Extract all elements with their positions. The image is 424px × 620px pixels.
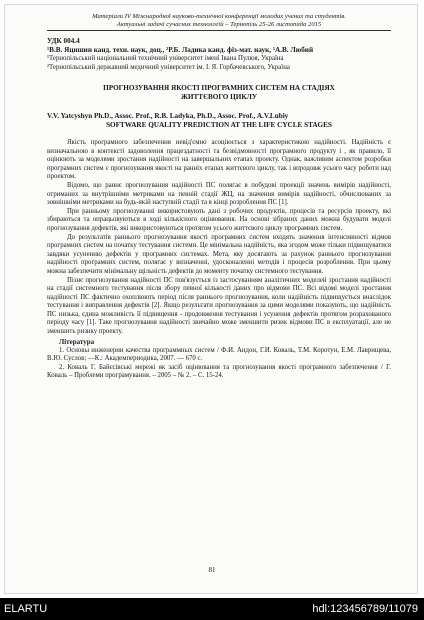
- page-number: 81: [208, 566, 216, 574]
- affiliation-2: ²Тернопільський державний медичний університет ім. І. Я. Горбачевського, Україна: [47, 63, 290, 71]
- viewer-footer-bar: [0, 598, 424, 620]
- authors-en: V.V. Yatcyshyn Ph.D., Assoc. Prof., R.B. Ladyka, Ph.D., Assoc. Prof., A.V.Lubiy: [47, 112, 289, 120]
- paper-page: [4, 4, 418, 594]
- reference-1: 1. Основы инженерии качества программных систем / Ф.И. Андон, Г.И. Коваль, Т.М. Коротун, Е.М. Лаврищева, В.Ю. Суслов; —К.: Академпериодика, 2007. — 670 с.: [47, 346, 391, 363]
- literature-heading: Література: [59, 337, 95, 346]
- paragraph-1: Якість програмного забезпечення невід'ємно асоціюється з характеристикою надійності. Надійність є визначальною в контексті задоволення працездатності та безвідмовності програмного продукту і , як правило, її оцінюють за моделями зростання надійності на завершальних етапах проекту. Однак, важливим аспектом розробки програмних систем є прогнозування якості на ранніх етапах життєвого циклу, так і впродовж усього часу роботи над проектом.: [47, 139, 391, 181]
- udk-code: УДК 004.4: [47, 37, 80, 45]
- affiliation-1: ¹Тернопільський національний технічний університет імені Івана Пулюя, Україна: [47, 55, 284, 62]
- page-content: [47, 13, 391, 381]
- running-header-line-2: Актуальні задачі сучасних технологій – Тернопіль 25-26 листопада 2015: [47, 21, 391, 31]
- running-header-line-1: Матеріали IV Міжнародної науково-технічної конференції молодих учених та студентів.: [92, 13, 346, 20]
- paragraph-5: Пізнє прогнозування надійності ПС пов'язується із застосуванням аналітичних моделей зростання надійності на стадії системного тестування після збору певної кількості даних про відмови ПС. Всі відомі моделі зростання надійності ПС фактично охоплюють період після раннього прогнозування, коли надійність підвищується внаслідок тестування і виправлення дефектів [2]. Якщо результати прогнозування за цими моделями показують, що надійність ПС низька, єдина можливість її підвищення - продовження тестування і усунення дефектів протягом розрахованого періоду часу [1]. Таке прогнозування надійності звичайно може зменшити ризик відмови ПС в експлуатації, але не зменшить ризику проекту.: [47, 276, 391, 336]
- reference-2: 2. Коваль Г. Байєсівські мережі як засіб оцінювання та прогнозування якості програмного забезпечення / Г. Коваль – Проблеми програмування. – 2005 – № 2. – С. 15-24.: [47, 363, 391, 380]
- repository-name: ELARTU: [4, 603, 48, 615]
- title-ukrainian: ПРОГНОЗУВАННЯ ЯКОСТІ ПРОГРАМНИХ СИСТЕМ НА СТАДІЯХ ЖИТТЄВОГО ЦИКЛУ: [103, 84, 335, 101]
- title-english: SOFTWARE QUALITY PREDICTION AT THE LIFE CYCLE STAGES: [106, 121, 332, 129]
- paragraph-4: До результатів раннього прогнозування якості програмних систем входять значення інтенсивності відмов програмних систем на початку тестування системи. Це мінімальна надійність, яка згодом може тільки підвищуватися завдяки усуненню дефектів у програмних системах. Мета, яку досягають за рахунок раннього прогнозування надійності програмних систем, полягає у визначенні, удосконаленні методів і процесів розроблення. При цьому можна забезпечити мінімальну щільність дефектів до моменту початку системного тестування.: [47, 233, 391, 275]
- handle-identifier[interactable]: hdl:123456789/11079: [312, 603, 418, 615]
- body-text: [47, 139, 391, 337]
- authors-ua: ¹В.В. Яцишин канд. техн. наук, доц., ²Р.Б. Ладика канд. фіз-мат. наук, ¹А.В. Любий: [47, 46, 314, 54]
- paragraph-2: Відомо, що раннє прогнозування надійності ПС полягає в побудові проекції значень вимірів надійності, отриманих за внутрішніми метриками на певній стадії ЖЦ, на значення вимірів надійності, обчислюваних за зовнішніми метриками на будь-якій наступній стадії та в кінці розроблення ПС [1].: [47, 181, 391, 207]
- paragraph-3: При ранньому прогнозуванні використовують дані з робочих продуктів, процесів та ресурсів проекту, які збираються та опрацьовуються в ході кількісного оцінювання. На основі зібраних даних можна будувати моделі прогнозування дефектів, які використовуються протягом усього життєвого циклу програмних систем.: [47, 207, 391, 232]
